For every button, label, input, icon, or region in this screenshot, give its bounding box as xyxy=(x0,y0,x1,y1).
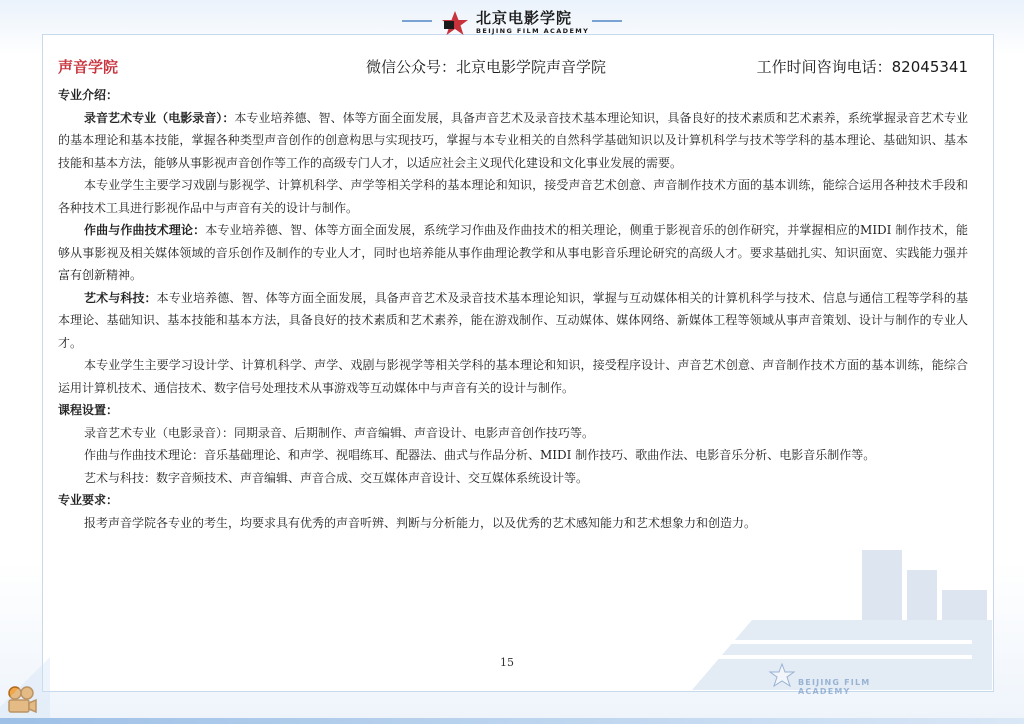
intro-heading: 专业介绍： xyxy=(58,88,119,102)
paragraph-text: 本专业培养德、智、体等方面全面发展，具备声音艺术及录音技术基本理论知识，具备良好的技术素质和艺术素养，系统掌握录音艺术专业的基本理论和基本技能，掌握各种类型声音创作的创意构思与实现技巧，掌握与本专业相关的自然科学基础知识以及计算机科学与技术等学科的基本理论、基础知识、基本技能和基本方法，能够从事影视声音创作等工作的高级专门人才，以适应社会主义现代化建设和文化事业发展的需要。 xyxy=(58,110,968,170)
header-decoration-right xyxy=(592,20,622,22)
logo-english-name: BEIJING FILM ACADEMY xyxy=(476,27,590,36)
header-logo xyxy=(440,6,590,40)
paragraph-text: 本专业培养德、智、体等方面全面发展，系统学习作曲及作曲技术的相关理论，侧重于影视音乐的创作研究，并掌握相应的MIDI 制作技术，能够从事影视及相关媒体领域的音乐创作及制作的专业人才，同时也培养能从事作曲理论教学和从事电影音乐理论研究的高级人才。要求基础扎实、知识面宽、实践能力强并富有创新精神。 xyxy=(58,223,968,282)
major-name-composition: 作曲与作曲技术理论： xyxy=(84,223,206,237)
logo-chinese-name: 北京电影学院 xyxy=(476,9,573,28)
department-title: 声音学院 xyxy=(58,58,119,76)
footer-logo-english: BEIJING FILM ACADEMY xyxy=(798,678,871,696)
wechat-account: 微信公众号：北京电影学院声音学院 xyxy=(366,58,607,76)
paragraph-text: 本专业培养德、智、体等方面全面发展，具备声音艺术及录音技术基本理论知识，掌握与互动媒体相关的计算机科学与技术、信息与通信工程等学科的基本理论、基础知识、基本技能和基本方法，具备良好的技术素质和艺术素养，能在游戏制作、互动媒体、媒体网络、新媒体工程等领域从事声音策划、设计与制作的专业人才。 xyxy=(58,290,968,350)
requirements-text: 报考声音学院各专业的考生，均要求具有优秀的声音听辨、判断与分析能力，以及优秀的艺术感知能力和艺术想象力和创造力。 xyxy=(84,515,757,530)
paragraph-art-tech-study: 本专业学生主要学习设计学、计算机科学、声学、戏剧与影视学等相关学科的基本理论和知识，接受程序设计、声音艺术创意、声音制作技术方面的基本训练，能综合运用计算机技术、通信技术、数字信号处理技术从事游戏等互动媒体中与声音有关的设计与制作。 xyxy=(58,358,968,395)
major-name-recording: 录音艺术专业（电影录音）： xyxy=(84,110,235,125)
footer-logo xyxy=(768,662,918,696)
contact-phone: 工作时间咨询电话：82045341 xyxy=(756,58,968,76)
course-item: 录音艺术专业（电影录音）：同期录音、后期制作、声音编辑、声音设计、电影声音创作技巧等。 xyxy=(84,425,595,440)
requirements-heading: 专业要求： xyxy=(58,493,119,507)
header-decoration-left xyxy=(402,20,432,22)
bottom-decoration-bar xyxy=(0,718,1024,724)
main-content xyxy=(58,84,968,534)
course-item: 作曲与作曲技术理论：音乐基础理论、和声学、视唱练耳、配器法、曲式与作品分析、MIDI 制作技巧、歌曲作法、电影音乐分析、电影音乐制作等。 xyxy=(84,448,876,462)
header-info-row xyxy=(58,56,968,80)
paragraph-art-technology xyxy=(58,287,968,355)
paragraph-recording-arts xyxy=(58,107,968,175)
film-academy-star-icon xyxy=(440,10,470,36)
paragraph-composition xyxy=(58,219,968,287)
courses-heading: 课程设置： xyxy=(58,403,119,417)
course-item: 艺术与科技：数字音频技术、声音编辑、声音合成、交互媒体声音设计、交互媒体系统设计等。 xyxy=(84,470,589,485)
major-name-art-tech: 艺术与科技： xyxy=(84,290,157,305)
corner-decoration xyxy=(0,640,50,724)
paragraph-recording-study: 本专业学生主要学习戏剧与影视学、计算机科学、声学等相关学科的基本理论和知识，接受声音艺术创意、声音制作技术方面的基本训练，能综合运用各种技术手段和各种技术工具进行影视作品中与声音有关的设计与制作。 xyxy=(58,178,968,215)
page-number: 15 xyxy=(500,656,514,669)
